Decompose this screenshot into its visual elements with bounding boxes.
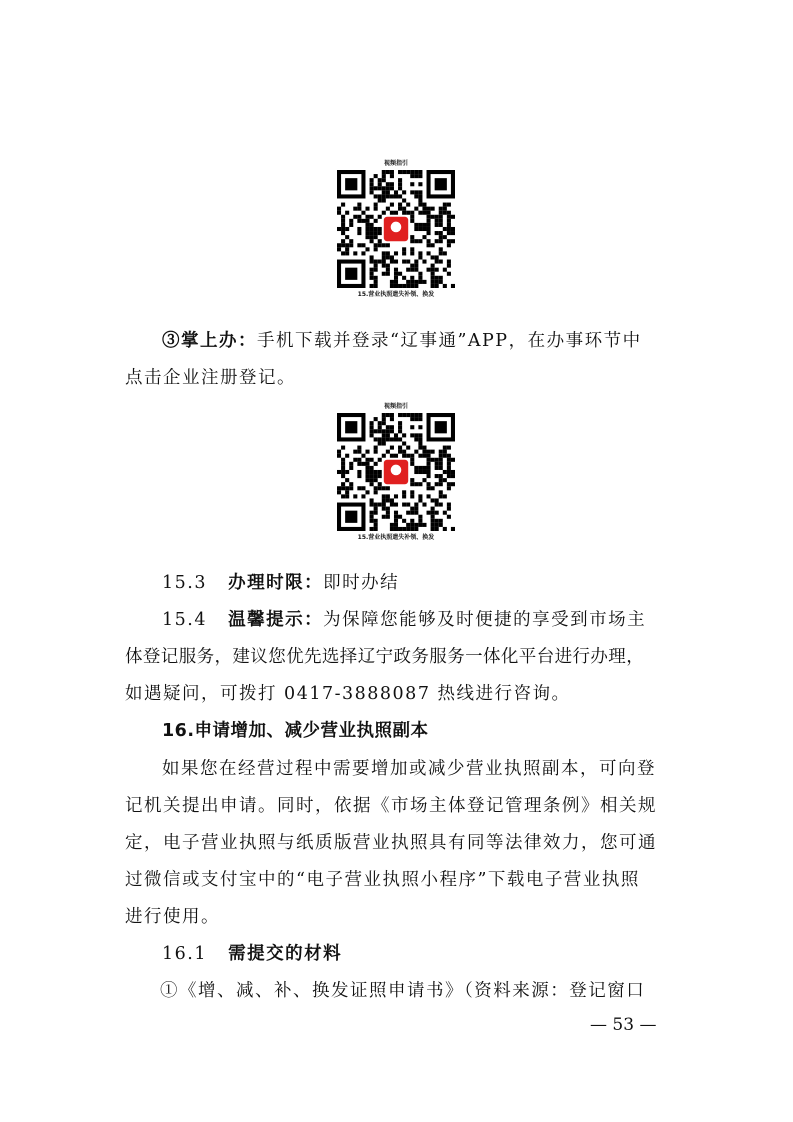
qr-top-label: 视频指引 — [383, 403, 408, 410]
section-15-3 — [162, 572, 685, 594]
section-heading-16: 16.申请增加、减少营业执照副本 — [162, 721, 429, 741]
mobile-office-text: 手机下载并登录“辽事通”APP，在办事环节中 — [257, 331, 642, 351]
qr-bottom-label: 15.营业执照遗失补领、换发 — [357, 534, 435, 541]
section-number: 15.4 — [162, 610, 207, 630]
paragraph-mobile-office — [162, 330, 685, 352]
qr-code-block — [332, 160, 460, 299]
paragraph-line: 点击企业注册登记。 — [125, 368, 296, 388]
section-number: 16.1 — [162, 944, 207, 964]
section-15-4 — [162, 609, 685, 631]
qr-code-image — [337, 170, 455, 288]
mobile-office-label: ③掌上办： — [162, 331, 257, 351]
paragraph-line: 过微信或支付宝中的“电子营业执照小程序”下载电子营业执照 — [125, 870, 640, 890]
section-number: 15.3 — [162, 573, 207, 593]
qr-code-image — [337, 413, 455, 531]
section-text: 即时办结 — [323, 573, 400, 593]
section-label: 办理时限： — [228, 573, 324, 593]
list-item: ①《增、减、补、换发证照申请书》（资料来源：登记窗口 — [160, 981, 646, 1001]
paragraph-line: 记机关提出申请。同时，依据《市场主体登记管理条例》相关规 — [125, 796, 657, 816]
paragraph-line: 如遇疑问，可拨打 0417-3888087 热线进行咨询。 — [125, 684, 571, 704]
section-16-1 — [162, 943, 685, 965]
paragraph-line: 如果您在经营过程中需要增加或减少营业执照副本，可向登 — [162, 759, 656, 779]
qr-code-block — [332, 403, 460, 542]
paragraph-line: 定，电子营业执照与纸质版营业执照具有同等法律效力，您可通 — [125, 833, 657, 853]
qr-bottom-label: 15.营业执照遗失补领、换发 — [357, 291, 435, 298]
section-text: 为保障您能够及时便捷的享受到市场主 — [323, 610, 647, 630]
page-number: — 53 — — [590, 1015, 657, 1035]
section-label: 需提交的材料 — [228, 944, 343, 964]
paragraph-line: 体登记服务，建议您优先选择辽宁政务服务一体化平台进行办理， — [125, 647, 645, 667]
section-label: 温馨提示： — [228, 610, 324, 630]
qr-top-label: 视频指引 — [383, 160, 408, 167]
paragraph-line: 进行使用。 — [125, 907, 220, 927]
